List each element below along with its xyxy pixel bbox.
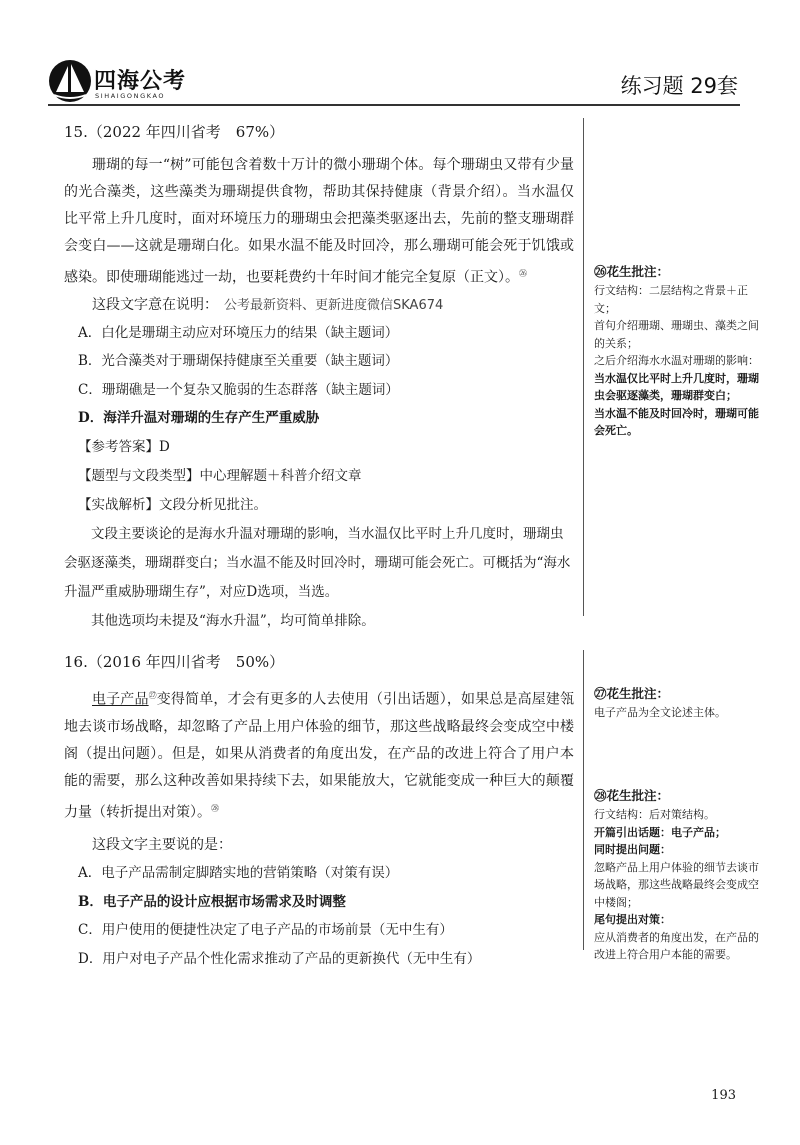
- side-note-line: 应从消费者的角度出发，在产品的改进上符合用户本能的需要。: [594, 930, 759, 961]
- side-note-line: 开篇引出话题：电子产品；: [594, 825, 726, 839]
- side-note-line: 当水温不能及时回冷时，珊瑚可能会死亡。: [594, 406, 759, 437]
- sailboat-logo-icon: [48, 58, 92, 104]
- logo-text: 四海公考: [94, 69, 187, 94]
- subject-highlight: 电子产品: [92, 691, 149, 708]
- logo-subtext: SIHAIGONGKAO: [95, 92, 166, 100]
- side-note-title: ㉗花生批注：: [594, 686, 670, 701]
- passage: [64, 682, 574, 826]
- analysis-tag: 【实战解析】文段分析见批注。: [78, 496, 267, 513]
- page-number: 193: [711, 1088, 736, 1103]
- option-d: D．海洋升温对珊瑚的生存产生严重威胁: [78, 410, 320, 427]
- side-note-28: [594, 786, 764, 964]
- set-title: 练习题 29套: [620, 74, 738, 98]
- brand-logo: [48, 58, 248, 108]
- analysis-paragraph: 文段主要谈论的是海水升温对珊瑚的影响，当水温仅比平时上升几度时，珊瑚虫会驱逐藻类，珊瑚群变白；当水温不能及时回冷时，珊瑚可能会死亡。可概括为“海水升温严重威胁珊瑚生存”，对应D选项，当选。: [64, 525, 571, 600]
- side-note-27: [594, 684, 764, 722]
- question-type: 【题型与文段类型】中心理解题＋科普介绍文章: [78, 467, 362, 484]
- column-divider: [583, 650, 584, 950]
- option-a: A．电子产品需制定脚踏实地的营销策略（对策有误）: [78, 865, 399, 882]
- side-note-title: ㉖花生批注：: [594, 264, 670, 279]
- side-note-line: 当水温仅比平时上升几度时，珊瑚虫会驱逐藻类，珊瑚群变白；: [594, 371, 759, 402]
- option-a: A．白化是珊瑚主动应对环境压力的结果（缺主题词）: [78, 324, 399, 341]
- column-divider: [583, 118, 584, 616]
- question-header: 16.（2016 年四川省考 50%）: [64, 653, 285, 671]
- option-b: B．电子产品的设计应根据市场需求及时调整: [78, 893, 346, 910]
- question-header: 15.（2022 年四川省考 67%）: [64, 123, 285, 141]
- side-note-line: 忽略产品上用户体验的细节去谈市场战略，那这些战略最终会变成空中楼阁；: [594, 860, 759, 909]
- side-note-line: 尾句提出对策：: [594, 913, 671, 926]
- watermark: 公考最新资料、更新进度微信SKA674: [224, 297, 444, 313]
- note-marker: ㉗: [148, 691, 157, 700]
- question-stem: 这段文字主要说的是：: [92, 837, 232, 854]
- side-note-title: ㉘花生批注：: [594, 788, 670, 803]
- option-d: D．用户对电子产品个性化需求推动了产品的更新换代（无中生有）: [78, 950, 481, 967]
- side-note-line: 行文结构：二层结构之背景＋正文；: [594, 284, 748, 315]
- reference-answer: 【参考答案】D: [78, 438, 170, 455]
- header-divider: [48, 104, 740, 106]
- option-b: B．光合藻类对于珊瑚保持健康至关重要（缺主题词）: [78, 353, 399, 370]
- passage-text: 珊瑚的每一“树”可能包含着数十万计的微小珊瑚个体。每个珊瑚虫又带有少量的光合藻类，这些藻类为珊瑚提供食物，帮助其保持健康（背景介绍）。当水温仅比平常上升几度时，面对环境压力的珊瑚虫会把藻类驱逐出去，先前的整支珊瑚群会变白——这就是珊瑚白化。如果水温不能及时回冷，那么珊瑚可能会死于饥饿或感染。即使珊瑚能逃过一劫，也要耗费约十年时间才能完全复原（正文）。: [64, 157, 574, 286]
- passage-text: 变得简单，才会有更多的人去使用（引出话题），如果总是高屋建瓴地去谈市场战略，却忽略了产品上用户体验的细节，那这些战略最终会变成空中楼阁（提出问题）。但是，如果从消费者的角度出发，在产品的改进上符合了用户本能的需要，那么这种改善如果持续下去，如果能放大，它就能变成一种巨大的颠覆力量（转折提出对策）。: [64, 691, 575, 821]
- note-marker: ㉘: [211, 803, 219, 813]
- question-16: [64, 650, 574, 973]
- side-note-line: 电子产品为全文论述主体。: [594, 706, 726, 719]
- side-note-26: [594, 262, 764, 440]
- side-note-line: 行文结构：后对策结构。: [594, 808, 715, 821]
- side-note-line: 首句介绍珊瑚、珊瑚虫、藻类之间的关系；: [594, 319, 759, 350]
- question-stem: [64, 292, 574, 319]
- passage: [64, 152, 574, 292]
- side-note-line: 同时提出问题：: [594, 843, 671, 856]
- question-15: [64, 120, 574, 636]
- note-marker: ㉖: [519, 269, 527, 278]
- option-c: C．用户使用的便捷性决定了电子产品的市场前景（无中生有）: [78, 922, 453, 939]
- analysis-paragraph: 其他选项均未提及“海水升温”，均可简单排除。: [91, 612, 375, 629]
- option-c: C．珊瑚礁是一个复杂又脆弱的生态群落（缺主题词）: [78, 381, 399, 398]
- stem-text: 这段文字意在说明：: [92, 296, 218, 313]
- side-note-line: 之后介绍海水水温对珊瑚的影响：: [594, 354, 759, 367]
